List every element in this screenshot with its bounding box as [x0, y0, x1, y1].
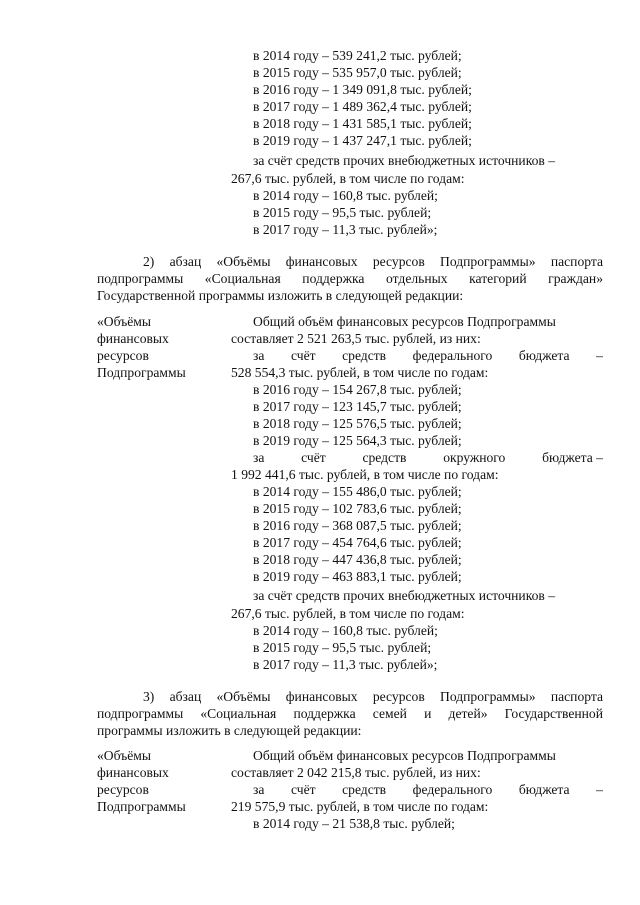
- table3-federal-year: в 2014 году – 21 538,8 тыс. рублей;: [253, 816, 455, 831]
- table2-other-heading: за счёт средств прочих внебюджетных источников –: [253, 588, 556, 603]
- table2-federal-heading: [253, 347, 603, 364]
- paragraph-3: [97, 688, 603, 739]
- word: счёт: [290, 348, 316, 363]
- block1-year-line: в 2015 году – 535 957,0 тыс. рублей;: [253, 65, 462, 80]
- table3-label-line: «Объёмы: [97, 748, 151, 763]
- table2-label-line: ресурсов: [97, 348, 149, 363]
- table3-federal-amount: 219 575,9 тыс. рублей, в том числе по годам:: [231, 799, 489, 814]
- block1-year-line: в 2018 году – 1 431 585,1 тыс. рублей;: [253, 116, 472, 131]
- table3-federal-heading: [253, 781, 603, 798]
- table2-district-year: в 2017 году – 454 764,6 тыс. рублей;: [253, 535, 462, 550]
- block1-other-year-line: в 2015 году – 95,5 тыс. рублей;: [253, 205, 432, 220]
- table2-federal-year: в 2017 году – 123 145,7 тыс. рублей;: [253, 399, 462, 414]
- table2-district-year: в 2019 году – 463 883,1 тыс. рублей;: [253, 569, 462, 584]
- paragraph-2-line-3: Государственной программы изложить в следующей редакции:: [97, 288, 464, 303]
- word: средств: [342, 348, 387, 363]
- table2-district-year: в 2014 году – 155 486,0 тыс. рублей;: [253, 484, 462, 499]
- table2-label-line: финансовых: [97, 331, 169, 346]
- table2-total-amount: составляет 2 521 263,5 тыс. рублей, из них:: [231, 331, 481, 346]
- block1-year-line: в 2017 году – 1 489 362,4 тыс. рублей;: [253, 99, 472, 114]
- table2-total-heading: Общий объём финансовых ресурсов Подпрограммы: [253, 314, 556, 329]
- table2-federal-year: в 2018 году – 125 576,5 тыс. рублей;: [253, 416, 462, 431]
- table3-total-heading: Общий объём финансовых ресурсов Подпрограммы: [253, 748, 556, 763]
- block1-year-line: в 2019 году – 1 437 247,1 тыс. рублей;: [253, 133, 472, 148]
- paragraph-2: [97, 253, 603, 304]
- block1-year-line: в 2014 году – 539 241,2 тыс. рублей;: [253, 48, 462, 63]
- table3-label: [97, 747, 186, 815]
- table2-other-year: в 2017 году – 11,3 тыс. рублей»;: [253, 657, 438, 672]
- word: –: [596, 348, 603, 363]
- paragraph-3-line-2: подпрограммы «Социальная поддержка семей и детей» Государственной: [97, 706, 603, 721]
- word: федерального: [412, 348, 493, 363]
- word: за: [253, 782, 265, 797]
- word: счёт: [301, 450, 326, 465]
- table2-label-line: «Объёмы: [97, 314, 151, 329]
- word: средств: [342, 782, 387, 797]
- word: за: [253, 450, 265, 465]
- block1-other-year-line: в 2014 году – 160,8 тыс. рублей;: [253, 188, 438, 203]
- word: федерального: [412, 782, 493, 797]
- table2-other-year: в 2014 году – 160,8 тыс. рублей;: [253, 623, 438, 638]
- word: окружного: [443, 450, 506, 465]
- table2-district-amount: 1 992 441,6 тыс. рублей, в том числе по годам:: [231, 467, 499, 482]
- table2-other-year: в 2015 году – 95,5 тыс. рублей;: [253, 640, 432, 655]
- table2-label: [97, 313, 186, 381]
- table2-district-year: в 2018 году – 447 436,8 тыс. рублей;: [253, 552, 462, 567]
- word: за: [253, 348, 265, 363]
- word: бюджета: [518, 782, 570, 797]
- paragraph-2-line-1: 2) абзац «Объёмы финансовых ресурсов Подпрограммы» паспорта: [143, 254, 603, 269]
- block1-other-sources-amount: 267,6 тыс. рублей, в том числе по годам:: [231, 171, 465, 186]
- table2-district-year: в 2016 году – 368 087,5 тыс. рублей;: [253, 518, 462, 533]
- block1-other-year-line: в 2017 году – 11,3 тыс. рублей»;: [253, 222, 438, 237]
- paragraph-3-line-1: 3) абзац «Объёмы финансовых ресурсов Подпрограммы» паспорта: [143, 689, 603, 704]
- table2-district-heading: [253, 449, 603, 466]
- table3-label-line: ресурсов: [97, 782, 149, 797]
- word: средств: [362, 450, 407, 465]
- table3-label-line: Подпрограммы: [97, 799, 186, 814]
- table2-label-line: Подпрограммы: [97, 365, 186, 380]
- word: –: [596, 782, 603, 797]
- table3-label-line: финансовых: [97, 765, 169, 780]
- table3-total-amount: составляет 2 042 215,8 тыс. рублей, из них:: [231, 765, 481, 780]
- block1-year-line: в 2016 году – 1 349 091,8 тыс. рублей;: [253, 82, 472, 97]
- table2-federal-year: в 2019 году – 125 564,3 тыс. рублей;: [253, 433, 462, 448]
- table2-federal-year: в 2016 году – 154 267,8 тыс. рублей;: [253, 382, 462, 397]
- paragraph-2-line-2: подпрограммы «Социальная поддержка отдельных категорий граждан»: [97, 271, 603, 286]
- table2-district-year: в 2015 году – 102 783,6 тыс. рублей;: [253, 501, 462, 516]
- paragraph-3-line-3: программы изложить в следующей редакции:: [97, 723, 362, 738]
- block1-other-sources-heading: за счёт средств прочих внебюджетных источников –: [253, 153, 556, 168]
- word: бюджета: [518, 348, 570, 363]
- word: счёт: [290, 782, 316, 797]
- word: бюджета –: [542, 450, 603, 465]
- table2-other-amount: 267,6 тыс. рублей, в том числе по годам:: [231, 606, 465, 621]
- table2-federal-amount: 528 554,3 тыс. рублей, в том числе по годам:: [231, 365, 489, 380]
